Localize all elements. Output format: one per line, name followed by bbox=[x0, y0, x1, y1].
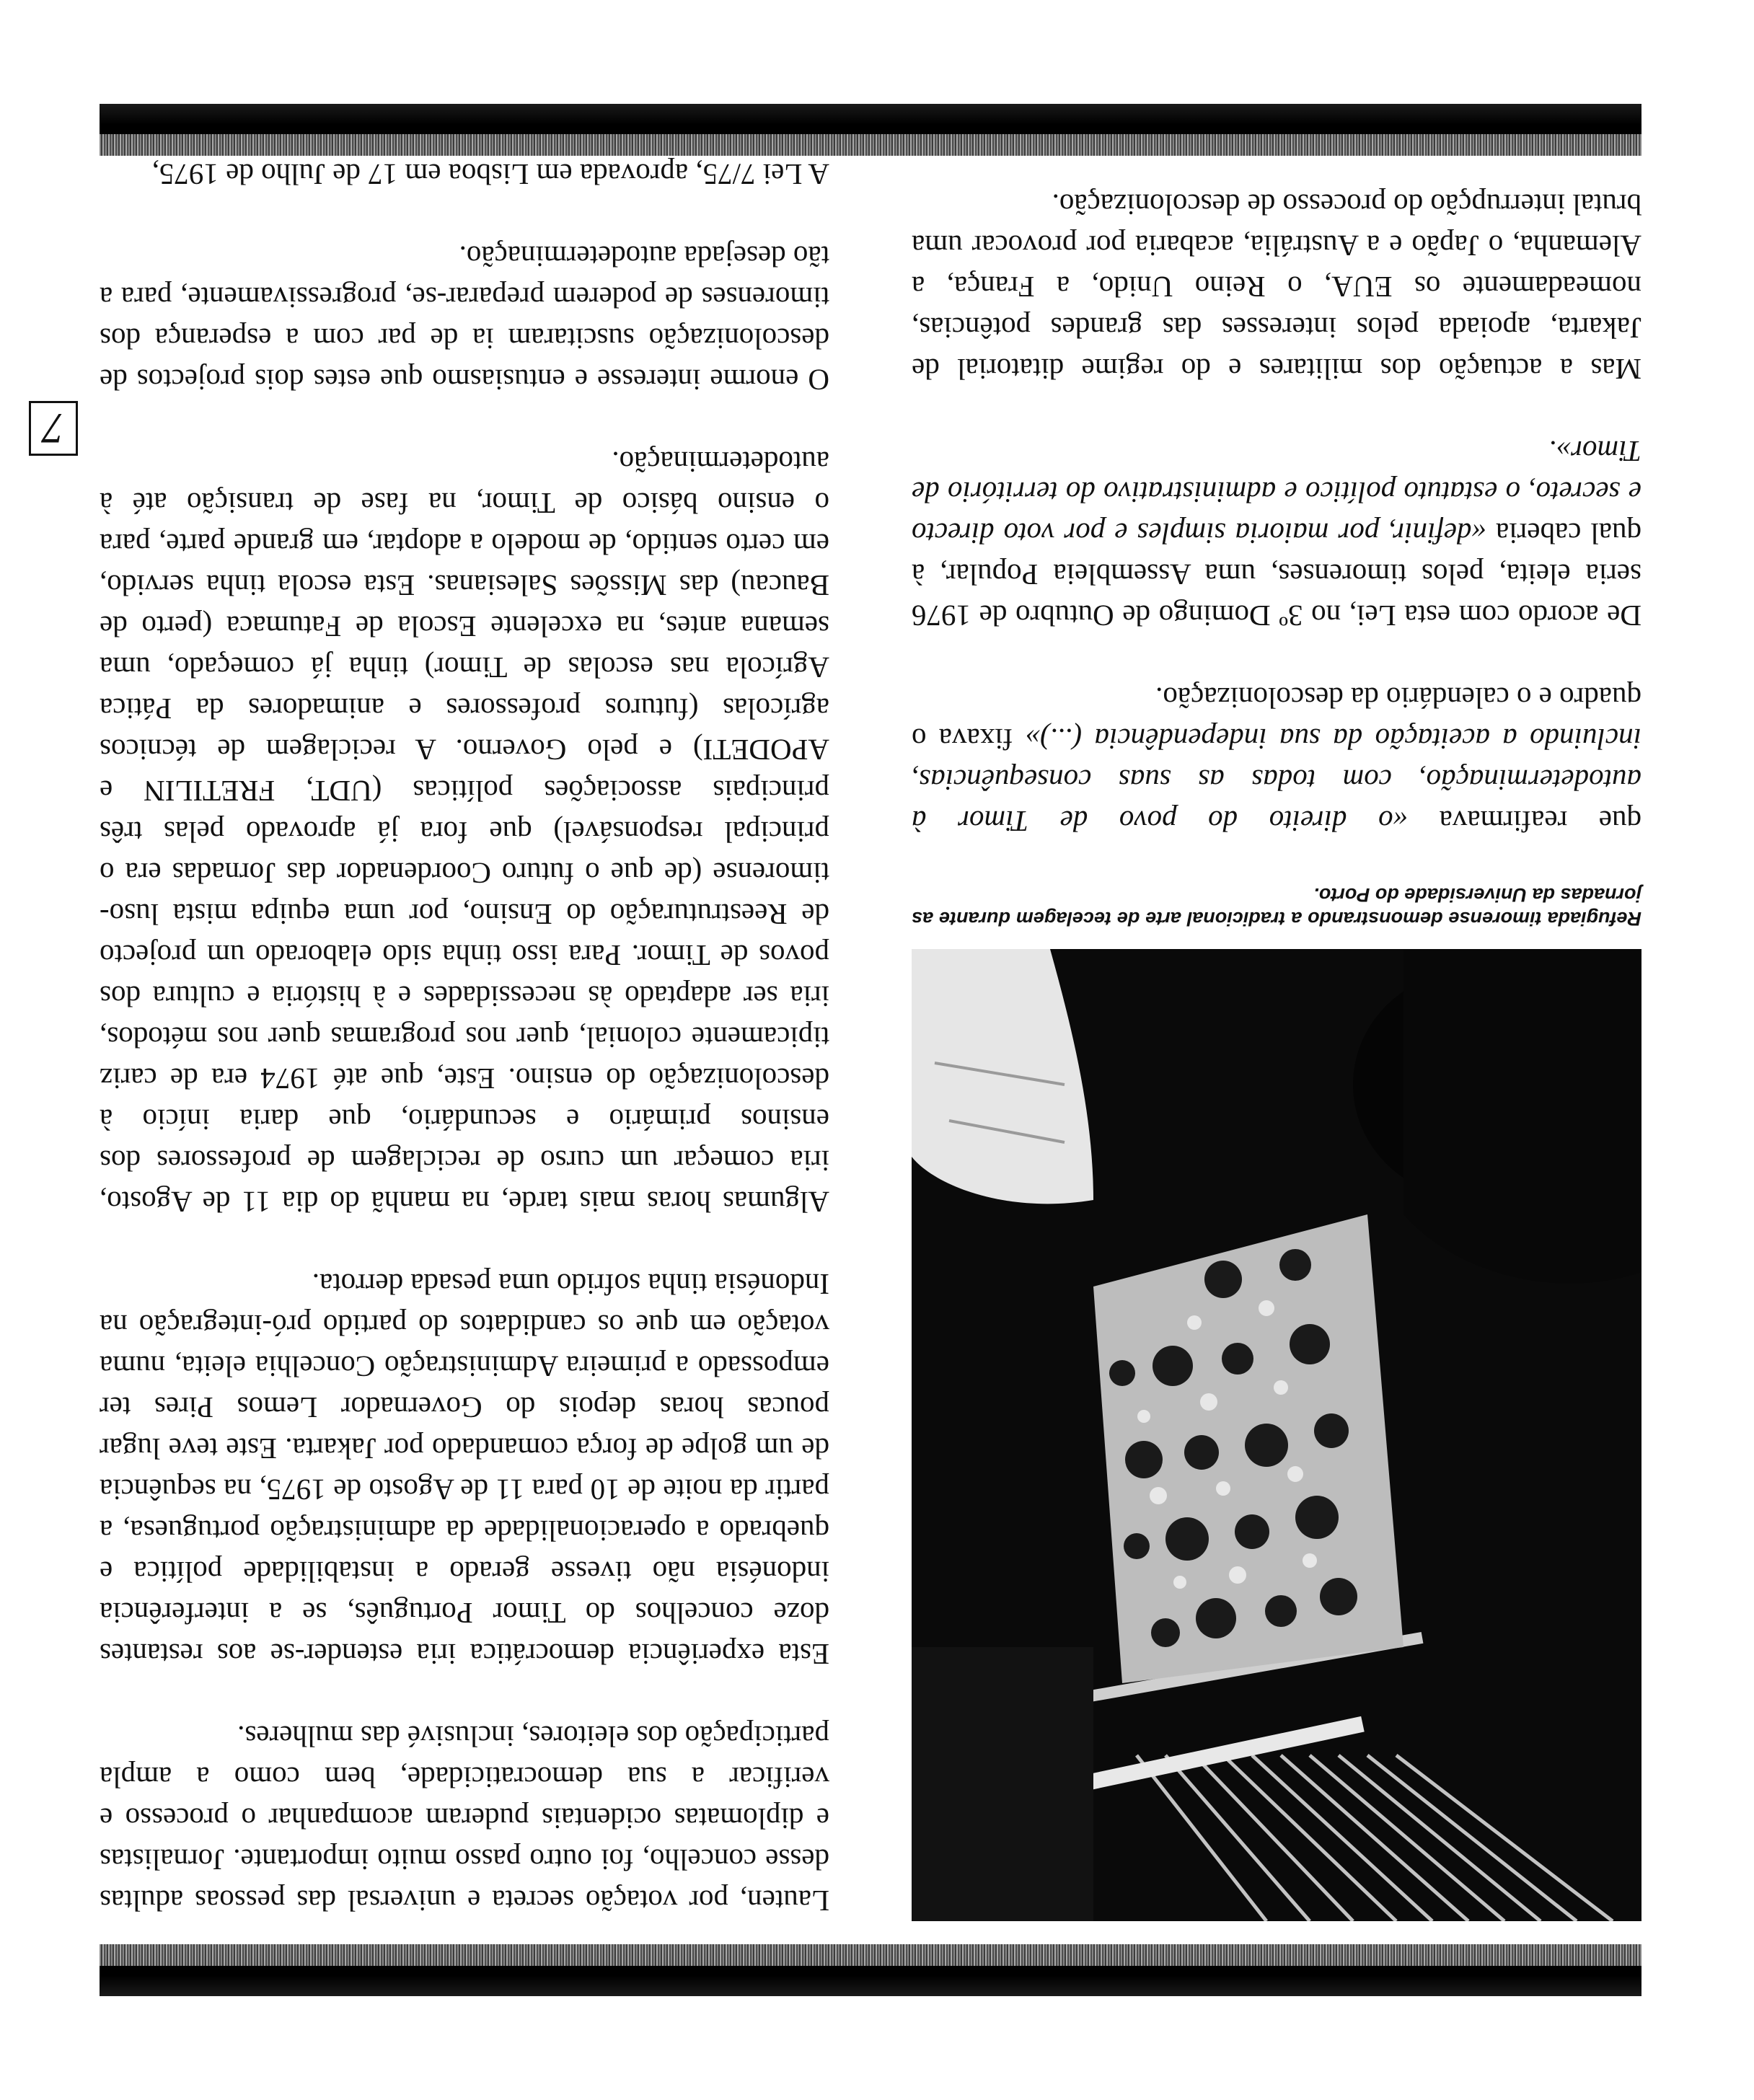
photo-caption: Refugiada timorense demonstrando a tradicional arte de tecelagem durante as jornadas da Universidade do Porto. bbox=[912, 884, 1641, 930]
right-column bbox=[100, 154, 829, 1921]
paragraph: Lauten, por votação secreta e universal das pessoas adultas desse concelho, foi outro passo muito importante. Jornalistas e diplomatas ocidentais puderam acompanhar o processo e verificar a sua democraticidade, bem como a ampla participação dos eleitores, inclusivé das mulheres. bbox=[100, 1720, 829, 1918]
bottom-decorative-band bbox=[100, 104, 1641, 156]
paragraph: O enorme interesse e entusiasmo que estes dois projectos de descolonização suscitaram ia de par com a esperança dos timorenses de poderem preparar-se, progressivamente, para a tão desejada autodeterminação. bbox=[100, 240, 829, 397]
paragraph: Mas a actuação dos militares e do regime ditatorial de Jakarta, apoiada pelos interesses das grandes potências, nomeadamente os EUA, o Reino Unido, a França, a Alemanha, o Japão e a Austrália, acabaria por provocar uma brutal interrupção do processo de descolonização. bbox=[912, 188, 1641, 386]
paragraph: De acordo com esta Lei, no 3º Domingo de Outubro de 1976 seria eleita, pelos timorenses, uma Assembleia Popular, à qual caberia «definir, por maioria simples e por voto directo e secreto, o estatuto político e administrativo do território de Timor». bbox=[912, 435, 1641, 632]
quoted-text: «o direito do povo de Timor à autodeterminação, com todas as suas consequências, incluindo a aceitação da sua independência (...)» bbox=[912, 723, 1641, 838]
top-decorative-band bbox=[100, 1944, 1641, 1996]
paragraph: A Lei 7/75, aprovada em Lisboa em 17 de Julho de 1975, bbox=[151, 158, 829, 191]
weaving-photo bbox=[912, 949, 1641, 1921]
woven-cloth bbox=[1093, 1214, 1403, 1683]
quoted-text: «definir, por maioria simples e por voto directo e secreto, o estatuto político e administrativo do território de Timor». bbox=[912, 435, 1641, 550]
paragraph: que reafirmava «o direito do povo de Timor à autodeterminação, com todas as suas consequências, incluindo a aceitação da sua independência (...)» fixava o quadro e o calendário da descolonização. bbox=[912, 681, 1641, 838]
weaving-photo-image bbox=[912, 949, 1641, 1921]
page-number: 7 bbox=[29, 401, 78, 456]
paragraph: Algumas horas mais tarde, na manhã do dia 11 de Agosto, iria começar um curso de reciclagem de professores dos ensinos primário e secundário, que daria início à descolonização do ensino. Este, que até 1974 era de cariz tipicamente colonial, quer nos programas quer nos métodos, iria ser adaptado às necessidades e à história e cultura dos povos de Timor. Para isso tinha sido elaborado um projecto de Reestruturação do Ensino, por uma equipa mista luso-timorense (de que o futuro Coordenador das Jornadas era o principal responsável) que fora já aprovado pelas três principais associações políticas (UDT, FRETILIN e APODETI) e pelo Governo. A reciclagem de técnicos agrícolas (futuros professores e animadores da Pática Agrícola nas escolas de Timor) tinha já começado, uma semana antes, na excelente Escola de Fatumaca (perto de Baucau) das Missões Salesianas. Esta escola tinha servido, em certo sentido, de modelo a adoptar, em grande parte, para o ensino básico de Timor, na fase de transição até à autodeterminação. bbox=[100, 446, 829, 1219]
paragraph: Esta experiência democrática iria estender-se aos restantes doze concelhos do Timor Português, se a interferência indonésia não tivesse gerado a instabilidade política e quebrado a operacionalidade da administração portuguesa, a partir da noite de 10 para 11 de Agosto de 1975, na sequência de um golpe de força comandado por Jakarta. Este teve lugar poucas horas depois do Governador Lemos Pires ter empossado a primeira Administração Concelhia eleita, numa votação em que os candidatos do partido pró-integração na Indonésia tinha sofrido uma pesada derrota. bbox=[100, 1268, 829, 1671]
left-column bbox=[912, 184, 1641, 1921]
